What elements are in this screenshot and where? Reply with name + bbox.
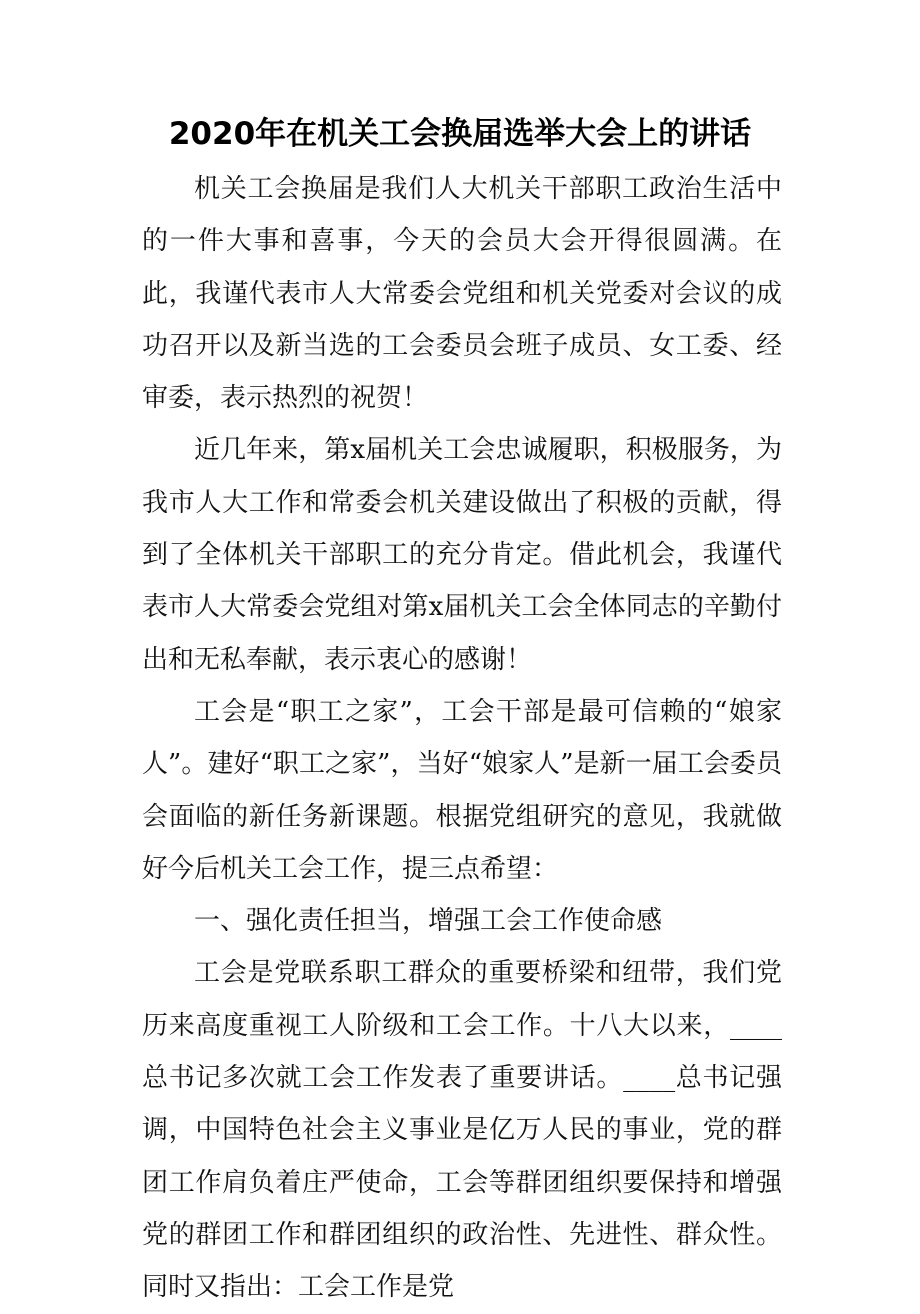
- paragraph-hopes-intro: 工会是“职工之家”，工会干部是最可信赖的“娘家人”。建好“职工之家”，当好“娘家人”是新一届工会委员会面临的新任务新课题。根据党组研究的意见，我就做好今后机关工会工作，提三点希望：: [142, 696, 782, 884]
- section-heading-1: 一、强化责任担当，增强工会工作使命感: [194, 906, 663, 937]
- paragraph-opening: 机关工会换届是我们人大机关干部职工政治生活中的一件大事和喜事，今天的会员大会开得很圆满。在此，我谨代表市人大常委会党组和机关党委对会议的成功召开以及新当选的工会委员会班子成员、女工委、经审委，表示热烈的祝贺！: [142, 174, 782, 414]
- paragraph-section-1: 工会是党联系职工群众的重要桥梁和纽带，我们党历来高度重视工人阶级和工会工作。十八大以来，____总书记多次就工会工作发表了重要讲话。____总书记强调，中国特色社会主义事业是亿万人民的事业，党的群团工作肩负着庄严使命，工会等群团组织要保持和增强党的群团工作和群团组织的政治性、先进性、群众性。同时又指出：工会工作是党: [142, 958, 782, 1303]
- document-title: 2020年在机关工会换届选举大会上的讲话: [168, 116, 752, 152]
- paragraph-thanks: 近几年来，第x届机关工会忠诚履职，积极服务，为我市人大工作和常委会机关建设做出了积极的贡献，得到了全体机关干部职工的充分肯定。借此机会，我谨代表市人大常委会党组对第x届机关工会全体同志的辛勤付出和无私奉献，表示衷心的感谢！: [142, 435, 782, 675]
- document-body: [142, 163, 782, 1314]
